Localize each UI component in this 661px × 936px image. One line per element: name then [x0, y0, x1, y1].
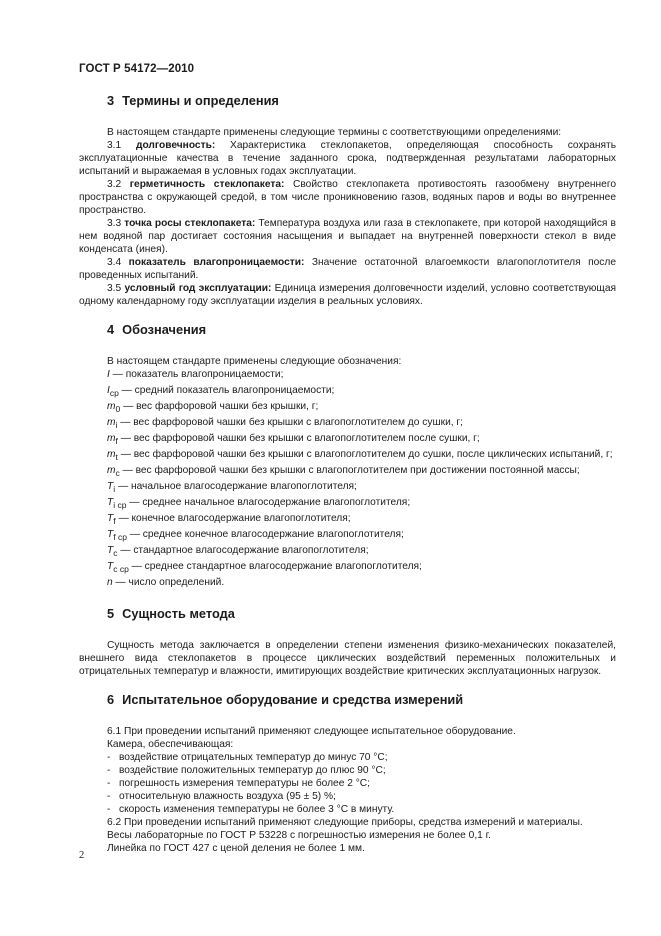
- symbol-item: $T_{i ср}$ — среднее начальное влагосодержание влагопоглотителя;: [107, 497, 411, 511]
- section-5-heading: 5 Сущность метода: [107, 606, 235, 622]
- document-header: ГОСТ Р 54172—2010: [79, 63, 195, 75]
- symbol-item: I — показатель влагопроницаемости;: [107, 369, 284, 380]
- symbol-item: $m_0$ — вес фарфоровой чашки без крышки, г;: [107, 401, 319, 415]
- term-3-5: 3.5 условный год эксплуатации: Единица измерения долговечности изделий, условно соответствующая одному календарному году эксплуатации изделия в реальных условиях.: [79, 283, 617, 307]
- chamber-label: Камера, обеспечивающая:: [107, 739, 234, 751]
- term-3-3: 3.3 точка росы стеклопакета: Температура воздуха или газа в стеклопакете, при которой находящийся в нем водяной пар достигает состояния насыщения и выпадает на внутренней поверхности стекол в виде конденсата (инея).: [79, 218, 616, 255]
- list-item: - воздействие отрицательных температур до минус 70 °С;: [107, 752, 388, 764]
- symbol-item: $I_{ср}$ — средний показатель влагопроницаемости;: [107, 385, 335, 399]
- list-item: - погрешность измерения температуры не более 2 °С;: [107, 778, 370, 790]
- content: [79, 92, 616, 855]
- clause-6-2: 6.2 При проведении испытаний применяют следующие приборы, средства измерений и материалы.: [107, 817, 583, 829]
- symbol-item: n — число определений.: [107, 577, 225, 589]
- term-3-4: 3.4 показатель влагопроницаемости: Значение остаточной влагоемкости влагопоглотителя после проведенных испытаний.: [79, 257, 616, 281]
- scales-text: Весы лабораторные по ГОСТ Р 53228 с погрешностью измерения не более 0,1 г.: [107, 830, 491, 842]
- section-5-text: Сущность метода заключается в определении степени изменения физико-механических показателей, внешнего вида стеклопакетов в процессе циклических воздействий переменных положительных и отрицательных температур и влажности, имитирующих воздействие критических эксплуатационных нагрузок.: [79, 640, 616, 678]
- symbol-item: $m_i$ — вес фарфоровой чашки без крышки с влагопоглотителем до сушки, г;: [107, 417, 463, 431]
- symbol-item: $T_{c ср}$ — среднее стандартное влагосодержание влагопоглотителя;: [107, 561, 422, 575]
- list-item: - скорость изменения температуры не более 3 °С в минуту.: [107, 804, 395, 816]
- term-3-1: 3.1 долговечность: Характеристика стеклопакетов, определяющая способность сохранять эксплуатационные качества в течение заданного срока, подтвержденная результатами лабораторных испытаний и выражаемая в условных годах эксплуатации.: [79, 140, 616, 177]
- symbol-item: $T_f$ — конечное влагосодержание влагопоглотителя;: [107, 513, 351, 527]
- symbol-item: $T_{f ср}$ — среднее конечное влагосодержание влагопоглотителя;: [107, 529, 404, 543]
- section-6-heading: 6 Испытательное оборудование и средства измерений: [107, 692, 464, 708]
- section-3-intro: В настоящем стандарте применены следующие термины с соответствующими определениями:: [107, 127, 562, 138]
- clause-6-1: 6.1 При проведении испытаний применяют следующее испытательное оборудование.: [107, 726, 516, 738]
- symbol-item: $T_c$ — стандартное влагосодержание влагопоглотителя;: [107, 545, 369, 559]
- symbol-item: $m_t$ — вес фарфоровой чашки без крышки с влагопоглотителем до сушки, после циклических испытаний, г;: [107, 449, 613, 463]
- page-number: 2: [79, 850, 85, 861]
- list-item: - относительную влажность воздуха (95 ± 5) %;: [107, 791, 336, 803]
- section-4-intro: В настоящем стандарте применены следующие обозначения:: [107, 356, 402, 367]
- section-4-heading: 4 Обозначения: [107, 322, 207, 337]
- section-3-heading: 3 Термины и определения: [107, 93, 279, 108]
- symbol-item: $m_f$ — вес фарфоровой чашки без крышки с влагопоглотителем после сушки, г;: [107, 433, 480, 447]
- ruler-text: Линейка по ГОСТ 427 с ценой деления не более 1 мм.: [107, 843, 365, 855]
- symbol-item: $T_i$ — начальное влагосодержание влагопоглотителя;: [107, 481, 357, 495]
- symbol-item: $m_c$ — вес фарфоровой чашки без крышки с влагопоглотителем при достижении постоянной массы;: [107, 465, 580, 479]
- list-item: - воздействие положительных температур до плюс 90 °С;: [107, 765, 386, 777]
- term-3-2: 3.2 герметичность стеклопакета: Свойство стеклопакета противостоять газообмену внутреннего пространства с окружающей средой, в том числе проникновению газов, водяных паров и воды во внутреннее пространство.: [79, 179, 616, 216]
